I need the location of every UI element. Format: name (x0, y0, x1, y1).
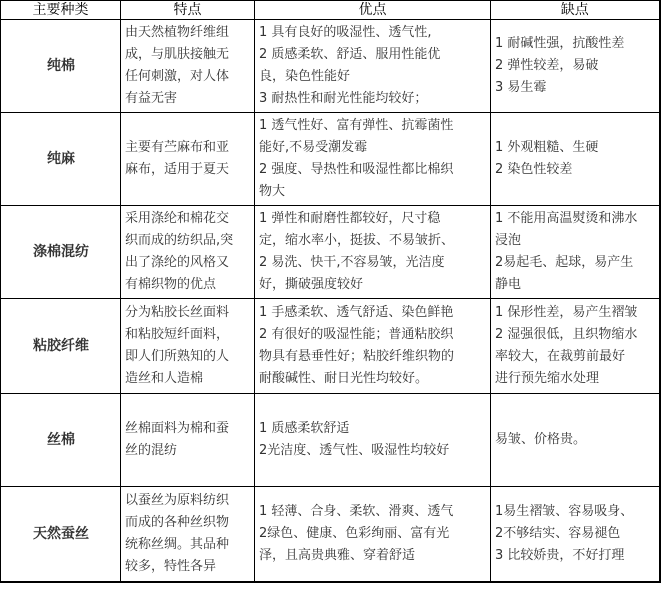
table-row (1, 394, 660, 487)
pros-cell (255, 487, 491, 583)
header-pros: 优点 (255, 1, 491, 20)
text-line: 1 不能用高温熨烫和沸水 (495, 211, 638, 226)
text-line: 任何刺激，对人体 (125, 69, 230, 84)
text-line: 2不够结实、容易褪色 (495, 526, 621, 541)
text-line: 2光洁度、透气性、吸湿性均较好 (259, 443, 450, 458)
text-line: 耐酸碱性、耐日光性均较好。 (259, 371, 429, 386)
pros-cell (255, 394, 491, 487)
text-line: 2易起毛、起球，易产生 (495, 255, 634, 270)
pros-cell (255, 206, 491, 299)
text-line: 3 比较娇贵，不好打理 (495, 548, 625, 563)
fabric-type-cell: 纯棉 (1, 20, 121, 113)
text-line: 采用涤纶和棉花交 (125, 211, 230, 226)
text-line: 1 耐碱性强，抗酸性差 (495, 36, 625, 51)
text-line: 物具有悬垂性好；粘胶纤维织物的 (259, 349, 455, 364)
text-line: 易皱、价格贵。 (495, 432, 587, 447)
table-row (1, 206, 660, 299)
text-line: 由天然植物纤维组 (125, 25, 230, 40)
fabric-type-cell: 丝棉 (1, 394, 121, 487)
text-line: 丝棉面料为棉和蚕 (125, 421, 230, 436)
cons-cell (491, 206, 660, 299)
text-line: 造丝和人造棉 (125, 371, 204, 386)
text-line: 较多，特性各异 (125, 559, 217, 574)
table-row (1, 487, 660, 583)
pros-cell (255, 20, 491, 113)
pros-cell (255, 299, 491, 394)
text-line: 进行预先缩水处理 (495, 371, 600, 386)
text-line: 3 易生霉 (495, 80, 547, 95)
text-line: 1 手感柔软、透气舒适、染色鲜艳 (259, 305, 454, 320)
text-line: 2 弹性较差，易破 (495, 58, 599, 73)
features-cell (121, 20, 255, 113)
features-cell (121, 394, 255, 487)
text-line: 1 外观粗糙、生硬 (495, 140, 599, 155)
text-line: 分为粘胶长丝面料 (125, 305, 230, 320)
header-cons: 缺点 (491, 1, 660, 20)
fabric-type-cell: 粘胶纤维 (1, 299, 121, 394)
text-line: 1易生褶皱、容易吸身、 (495, 504, 634, 519)
text-line: 2 质感柔软、舒适、服用性能优 (259, 47, 441, 62)
text-line: 麻布，适用于夏天 (125, 162, 230, 177)
text-line: 1 质感柔软舒适 (259, 421, 350, 436)
fabric-type-cell: 涤棉混纺 (1, 206, 121, 299)
text-line: 织而成的纺织品,突 (125, 233, 234, 248)
text-line: 有棉织物的优点 (125, 277, 217, 292)
text-line: 主要有苎麻布和亚 (125, 140, 230, 155)
cons-cell (491, 20, 660, 113)
text-line: 能好,不易受潮发霉 (259, 140, 368, 155)
text-line: 3 耐热性和耐光性能均较好； (259, 91, 428, 106)
features-cell (121, 113, 255, 206)
cons-cell (491, 113, 660, 206)
text-line: 物大 (259, 184, 286, 199)
text-line: 好，撕破强度较好 (259, 277, 364, 292)
text-line: 定，缩水率小，挺拔、不易皱折、 (259, 233, 455, 248)
cons-cell (491, 394, 660, 487)
text-line: 成，与肌肤接触无 (125, 47, 230, 62)
text-line: 2 强度、导热性和吸湿性都比棉织 (259, 162, 454, 177)
text-line: 而成的各种丝织物 (125, 515, 230, 530)
text-line: 2绿色、健康、色彩绚丽、富有光 (259, 526, 450, 541)
text-line: 1 弹性和耐磨性都较好，尺寸稳 (259, 211, 441, 226)
text-line: 即人们所熟知的人 (125, 349, 230, 364)
header-type: 主要种类 (1, 1, 121, 20)
header-row (1, 1, 660, 20)
text-line: 率较大，在裁剪前最好 (495, 349, 626, 364)
features-cell (121, 299, 255, 394)
table-row (1, 113, 660, 206)
table-row (1, 299, 660, 394)
text-line: 1 保形性差，易产生褶皱 (495, 305, 638, 320)
text-line: 统称丝绸。其品种 (125, 537, 230, 552)
table-row (1, 20, 660, 113)
fabric-type-cell: 纯麻 (1, 113, 121, 206)
text-line: 1 具有良好的吸湿性、透气性, (259, 25, 432, 40)
text-line: 有益无害 (125, 91, 178, 106)
features-cell (121, 487, 255, 583)
cons-cell (491, 487, 660, 583)
text-line: 2 湿强很低，且织物缩水 (495, 327, 638, 342)
text-line: 2 易洗、快干,不容易皱，光洁度 (259, 255, 445, 270)
text-line: 以蚕丝为原料纺织 (125, 493, 230, 508)
header-features: 特点 (121, 1, 255, 20)
fabric-type-cell: 天然蚕丝 (1, 487, 121, 583)
features-cell (121, 206, 255, 299)
text-line: 泽，且高贵典雅、穿着舒适 (259, 548, 416, 563)
text-line: 2 有很好的吸湿性能；普通粘胶织 (259, 327, 454, 342)
text-line: 2 染色性较差 (495, 162, 573, 177)
text-line: 丝的混纺 (125, 443, 178, 458)
text-line: 1 轻薄、合身、柔软、滑爽、透气 (259, 504, 454, 519)
text-line: 出了涤纶的风格又 (125, 255, 230, 270)
text-line: 和粘胶短纤面料， (125, 327, 230, 342)
text-line: 1 透气性好、富有弹性、抗霉菌性 (259, 118, 454, 133)
pros-cell (255, 113, 491, 206)
cons-cell (491, 299, 660, 394)
text-line: 静电 (495, 277, 522, 292)
text-line: 良，染色性能好 (259, 69, 351, 84)
text-line: 浸泡 (495, 233, 522, 248)
